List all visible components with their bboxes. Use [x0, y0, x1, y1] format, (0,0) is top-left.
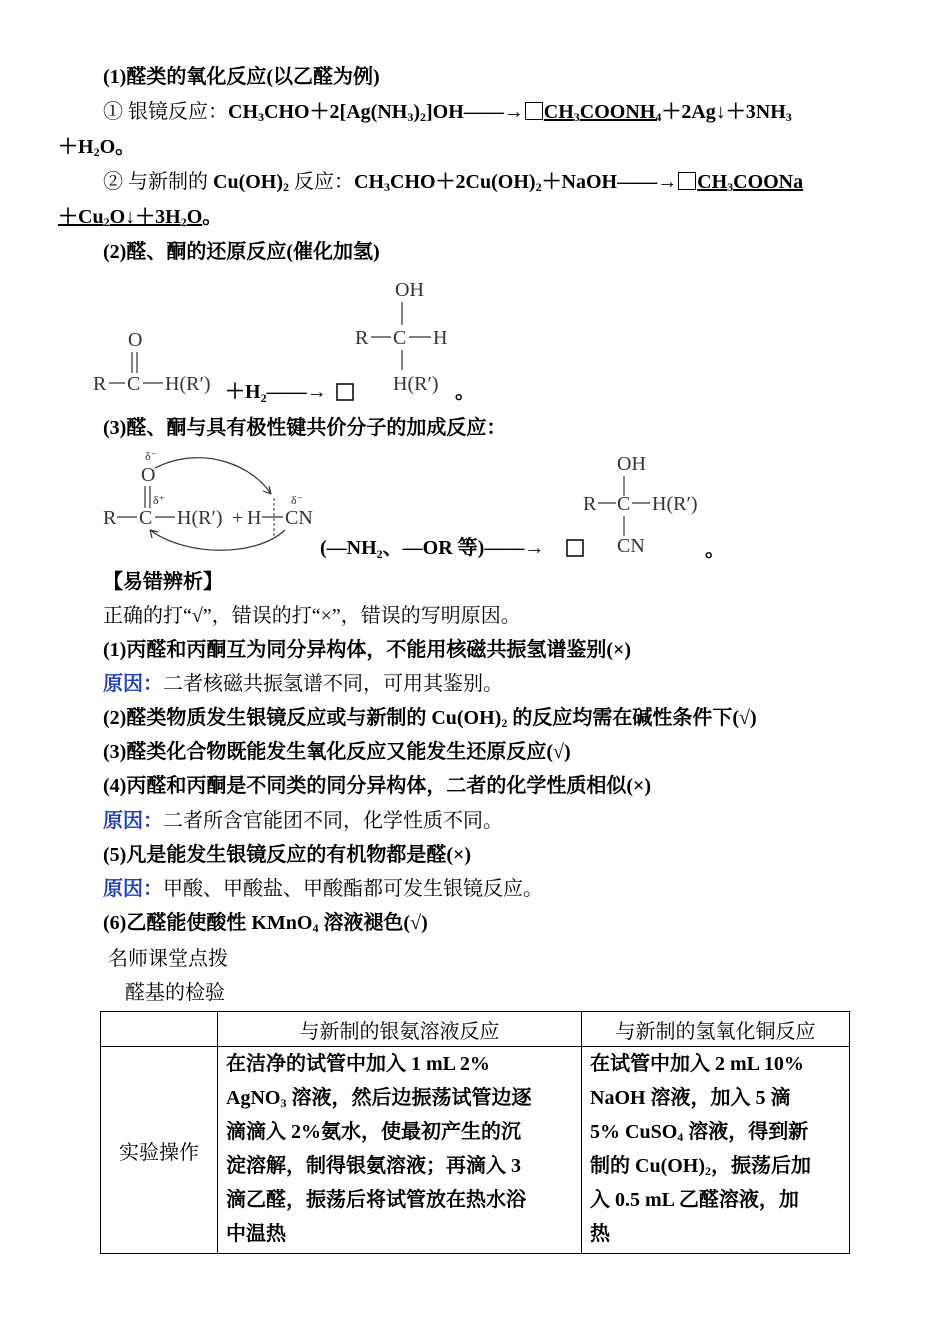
atom-O: O [128, 329, 143, 351]
silver-reactants: $CH_3CHO+2[Ag(NH_3)_2]OH$ [228, 101, 464, 124]
reason-label: 原因： [103, 810, 163, 832]
atom-CN: CN [285, 507, 313, 529]
addition-structure [95, 448, 735, 570]
delta-minus: δ⁻ [291, 493, 303, 507]
reaction-arrow: ——→ [463, 101, 524, 123]
atom-R: R [103, 507, 117, 529]
answer-box [567, 540, 583, 556]
atom-CN: CN [617, 535, 645, 557]
table-corner [101, 1012, 218, 1047]
atom-HR: H(R′) [393, 373, 439, 395]
atom-H: H [247, 507, 262, 529]
tips-subheading: 醛基的检验 [125, 982, 225, 1004]
atom-C: C [139, 507, 153, 529]
error-item-1: (1)丙醛和丙酮互为同分异构体，不能用核磁共振氢谱鉴别(×) [103, 639, 632, 661]
section-2-title: (2)醛、酮的还原反应(催化加氢) [103, 241, 380, 263]
error-item-6: (6)乙醛能使酸性 KMnO$_4$ 溶液褪色(√) [103, 912, 428, 935]
reason-4: 原因：二者所含官能团不同，化学性质不同。 [103, 810, 503, 832]
atom-HR: H(R′) [652, 493, 698, 515]
table-header-silver: 与新制的银氨溶液反应 [218, 1012, 582, 1047]
error-item-2: (2)醛类物质发生银镜反应或与新制的 $Cu(OH)_2$ 的反应均需在碱性条件下(√) [103, 707, 757, 730]
reason-5: 原因：甲酸、甲酸盐、甲酸酯都可发生银镜反应。 [103, 878, 543, 900]
atom-HR: H(R′) [177, 507, 223, 529]
reaction-arrow: ——→ [617, 171, 678, 193]
section-1-title: (1)醛类的氧化反应(以乙醛为例) [103, 66, 380, 88]
section-3-title: (3)醛、酮与具有极性键共价分子的加成反应： [103, 417, 507, 439]
atom-OH: OH [395, 279, 424, 301]
error-item-4: (4)丙醛和丙酮是不同类的同分异构体，二者的化学性质相似(×) [103, 775, 652, 797]
atom-C: C [127, 373, 141, 395]
delta-plus: δ⁺ [153, 493, 165, 507]
tips-heading: 名师课堂点拨 [108, 948, 228, 970]
atom-C: C [617, 493, 631, 515]
atom-R: R [93, 373, 107, 395]
silver-products: $CH_3COONH_4$ [543, 101, 662, 124]
atom-OH: OH [617, 453, 646, 475]
cell-silver: 在洁净的试管中加入 1 mL 2% AgNO$_3$ 溶液，然后边振荡试管边逐 滴滴入 2%氨水，使最初产生的沉 淀溶解，制得银氨溶液；再滴入 3 滴乙醛，振荡后将试管放在热水浴 中温热 [218, 1047, 582, 1254]
row-label: 实验操作 [101, 1047, 218, 1254]
reason-label: 原因： [103, 673, 163, 695]
hydrogenation-structure [85, 270, 505, 410]
atom-R: R [355, 327, 369, 349]
copper-equation: ② 与新制的 $Cu(OH)_2$ 反应：$CH_3CHO+2Cu(OH)_2+NaOH——\to$ $CH_3COONa$ [103, 171, 804, 194]
silver-mirror-equation-cont: $+H_2O$。 [58, 136, 136, 159]
table-header-copper: 与新制的氢氧化铜反应 [582, 1012, 850, 1047]
atom-H: H [433, 327, 448, 349]
answer-box [337, 384, 353, 400]
period: 。 [455, 381, 475, 403]
plus-h2: $+H_2——\to$ [225, 381, 327, 405]
copper-equation-cont: $+Cu_2O↓+3H_2O$。 [58, 206, 223, 229]
answer-box [525, 102, 543, 120]
reason-label: 原因： [103, 878, 163, 900]
r3-note: ($—NH_2$、—OR 等)——→ [320, 537, 545, 561]
silver-mirror-label: ① 银镜反应： [103, 101, 228, 123]
atom-R: R [583, 493, 597, 515]
copper-label: ② 与新制的 [103, 171, 213, 193]
errors-heading: 【易错辨析】 [103, 571, 223, 593]
aldehyde-test-table [100, 1011, 850, 1254]
atom-HR: H(R′) [165, 373, 211, 395]
error-item-5: (5)凡是能发生银镜反应的有机物都是醛(×) [103, 844, 472, 866]
atom-C: C [393, 327, 407, 349]
errors-instruction: 正确的打“√”，错误的打“×”，错误的写明原因。 [103, 605, 521, 627]
reason-1: 原因：二者核磁共振氢谱不同，可用其鉴别。 [103, 673, 503, 695]
delta-minus: δ⁻ [145, 449, 157, 463]
error-item-3: (3)醛类化合物既能发生氧化反应又能发生还原反应(√) [103, 741, 571, 763]
atom-O: O [141, 464, 156, 486]
answer-box [678, 172, 696, 190]
period: 。 [705, 539, 725, 561]
plus-sign: + [232, 507, 244, 529]
silver-mirror-equation: ① 银镜反应：$CH_3CHO+2[Ag(NH_3)_2]OH——\to$ $CH_3COONH_4+2Ag↓+3NH_3$ [103, 101, 792, 124]
cell-copper: 在试管中加入 2 mL 10% NaOH 溶液，加入 5 滴 5% CuSO$_4$ 溶液，得到新 制的 $Cu(OH)_2$，振荡后加 入 0.5 mL 乙醛溶液，加 热 [582, 1047, 850, 1254]
